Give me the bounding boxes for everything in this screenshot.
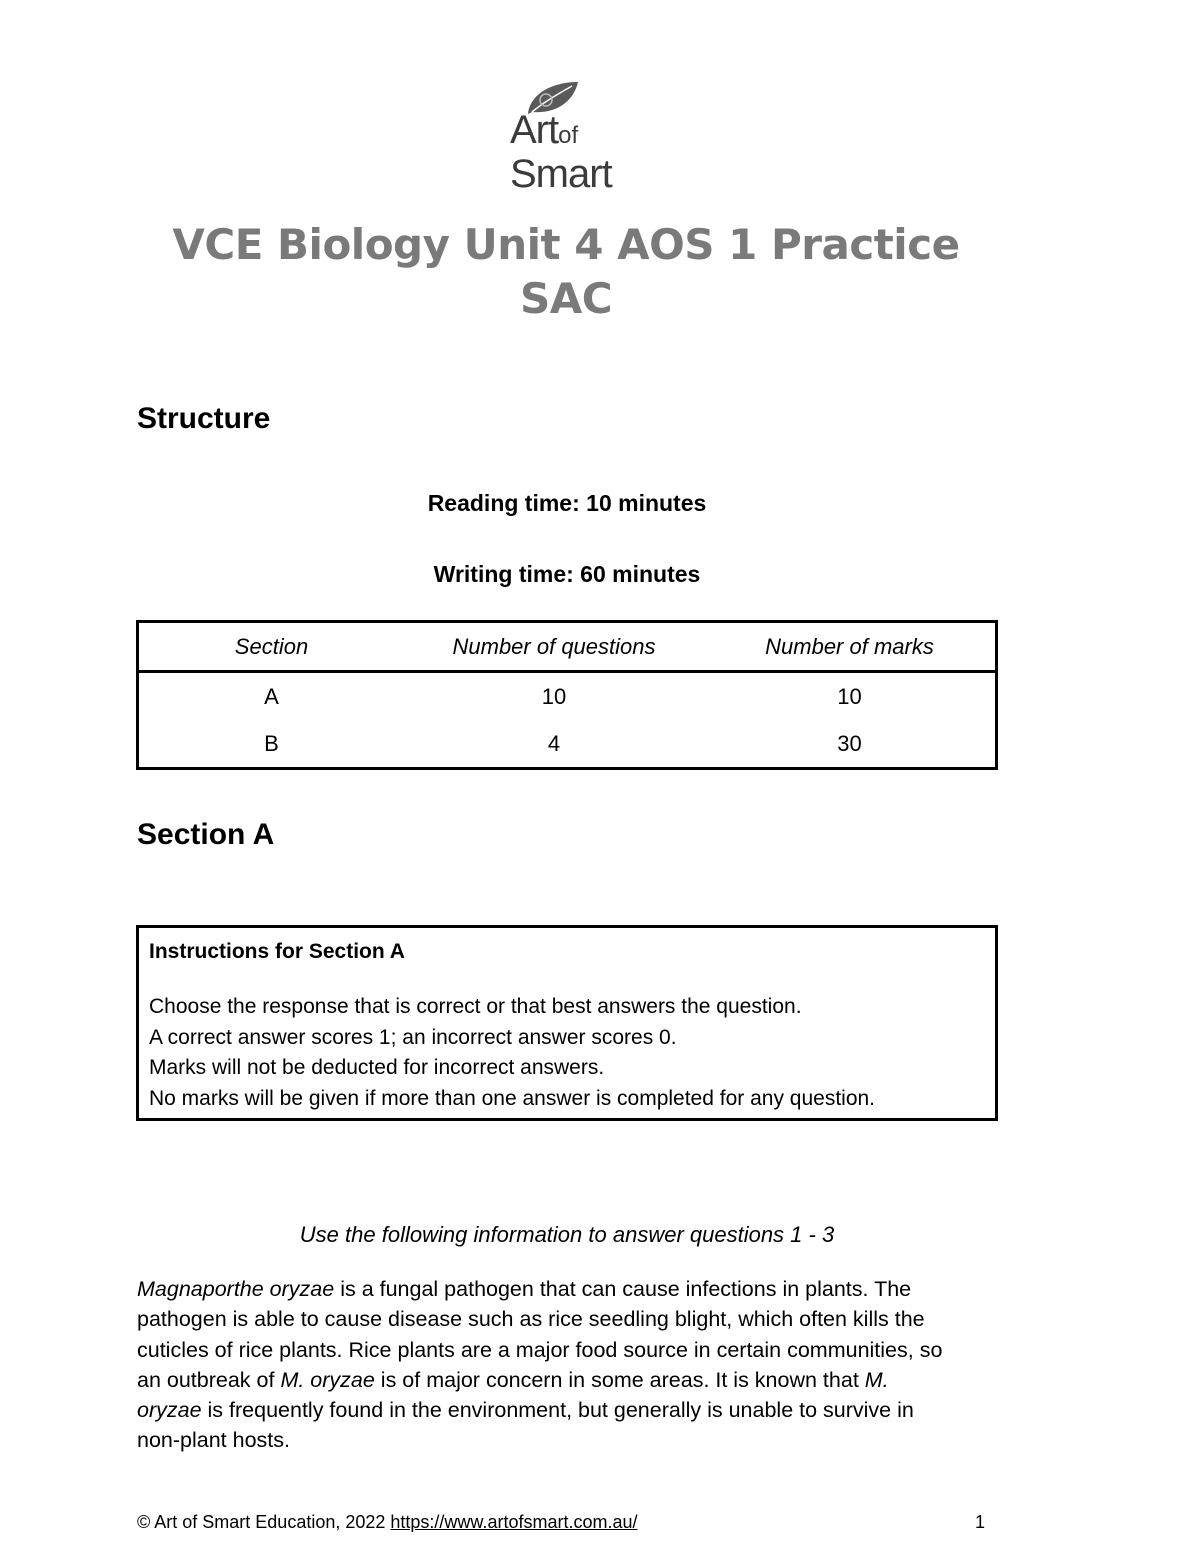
species-name: M. oryzae [280, 1367, 375, 1392]
logo-text-art: Art [510, 108, 559, 152]
header-section: Section [138, 622, 405, 672]
species-name: M. [864, 1367, 889, 1392]
logo-text-smart: Smart [510, 152, 612, 196]
instruction-line: No marks will be given if more than one answer is completed for any question. [149, 1086, 876, 1110]
instruction-line: Marks will not be deducted for incorrect answers. [149, 1056, 605, 1079]
art-of-smart-logo [508, 80, 638, 200]
species-name: oryzae [137, 1398, 202, 1423]
passage-line: cuticles of rice plants. Rice plants are a major food source in certain communities, so [137, 1337, 943, 1362]
table-cell: A [264, 683, 279, 709]
species-name: Magnaporthe oryzae [137, 1277, 335, 1301]
table-cell: B [264, 730, 279, 756]
structure-heading: Structure [137, 402, 271, 435]
passage-text: is frequently found in the environment, but generally is unable to survive in [201, 1398, 914, 1423]
header-questions: Number of questions [404, 622, 704, 672]
footer [137, 1512, 637, 1533]
passage-text: is of major concern in some areas. It is known that [374, 1367, 865, 1392]
instruction-line: Choose the response that is correct or that best answers the question. [149, 995, 802, 1018]
header-marks: Number of marks [704, 622, 997, 672]
use-info-note: Use the following information to answer questions 1 - 3 [299, 1222, 835, 1247]
title-line-2: SAC [519, 274, 613, 323]
table-cell: 10 [541, 683, 567, 709]
passage-line: non-plant hosts. [137, 1428, 290, 1453]
passage-text: an outbreak of [137, 1367, 281, 1392]
passage-line [137, 1365, 1007, 1395]
passage-line [137, 1395, 1007, 1425]
page-title [100, 218, 1032, 326]
writing-time: Writing time: 60 minutes [433, 561, 701, 587]
instructions-list [149, 992, 875, 1114]
passage-line: pathogen is able to cause disease such as rice seedling blight, which often kills the [137, 1307, 925, 1332]
section-a-heading: Section A [137, 818, 275, 851]
reading-time: Reading time: 10 minutes [427, 490, 707, 516]
table-header-row [138, 622, 997, 672]
table-cell: 10 [837, 683, 862, 709]
instruction-line: A correct answer scores 1; an incorrect answer scores 0. [149, 1025, 677, 1049]
instructions-box [136, 925, 998, 1121]
stimulus-passage [137, 1274, 1007, 1456]
title-line-1: VCE Biology Unit 4 AOS 1 Practice [172, 220, 960, 269]
table-row [138, 672, 997, 721]
logo-text-of: of [558, 122, 579, 149]
structure-table [136, 620, 998, 770]
passage-line [137, 1274, 1007, 1304]
table-cell: 30 [837, 730, 862, 756]
page-number: 1 [975, 1512, 986, 1532]
instructions-title: Instructions for Section A [149, 940, 405, 963]
passage-text: is a fungal pathogen that can cause infections in plants. The [334, 1277, 912, 1301]
table-cell: 4 [547, 730, 561, 756]
copyright-text: © Art of Smart Education, 2022 [137, 1512, 391, 1532]
table-row [138, 720, 997, 769]
website-link[interactable]: https://www.artofsmart.com.au/ [390, 1512, 638, 1532]
